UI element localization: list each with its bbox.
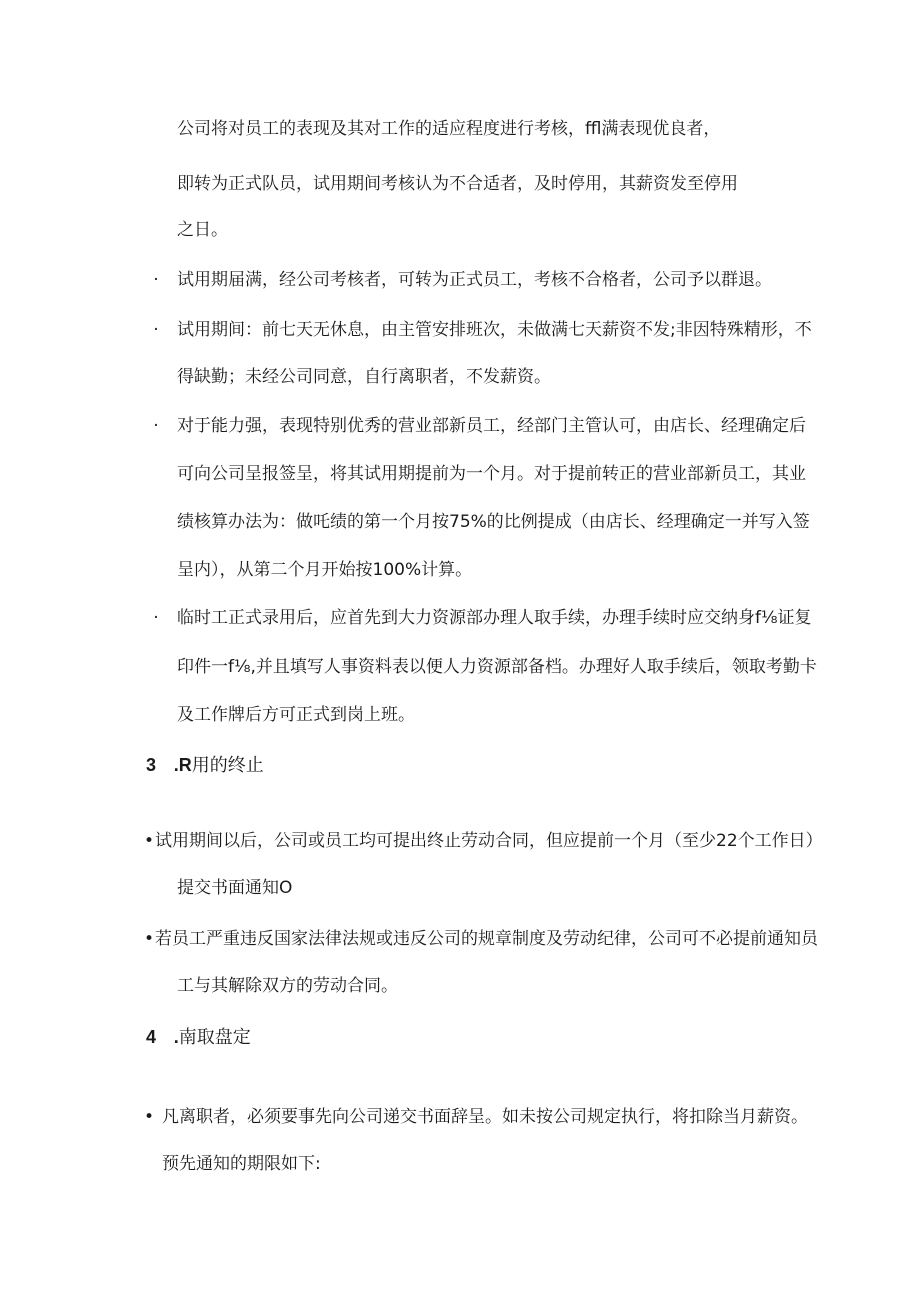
probation-item-2-line-1: 试用期间：前七天无休息，由主管安排班次，未做满七天薪资不发;非因特殊精形，不 [177,320,812,340]
bullet-marker: • [143,1107,155,1127]
bullet-marker: · [153,270,159,290]
probation-item-4-line-1: 临时工正式录用后，应首先到大力资源部办理人取手续，办理手续时应交纳身f⅛证复 [177,608,812,628]
probation-item-2-line-2: 得缺勤；未经公司同意，自行离职者，不发薪资。 [177,367,551,387]
probation-item-3-line-4: 呈内），从第二个月开始按100%计算。 [177,560,473,580]
section-3-number: 3 [146,755,157,775]
bullet-marker: · [153,416,159,436]
section-4-prefix: . [173,1027,179,1047]
bullet-marker: • [143,929,155,949]
probation-item-4-line-2: 印件一f⅛,并且填写人事资料表以便人力资源部备档。办理好人取手续后，领取考勤卡 [177,657,817,677]
termination-item-1-line-2: 提交书面通知O [177,878,293,898]
probation-item-3-line-3: 绩核算办法为：做吒绩的第一个月按75%的比例提成（由店长、经理确定一并写入签 [177,512,810,532]
probation-item-3-line-2: 可向公司呈报签呈，将其试用期提前为一个月。对于提前转正的营业部新员工，其业 [177,464,806,484]
termination-item-1-line-1: 试用期间以后，公司或员工均可提出终止劳动合同，但应提前一个月（至少22个工作日） [155,831,823,851]
bullet-marker: • [143,831,155,851]
probation-item-4-line-3: 及工作牌后方可正式到岗上班。 [177,705,415,725]
bullet-marker: · [153,608,159,628]
termination-item-2-line-2: 工与其解除双方的劳动合同。 [177,976,398,996]
probation-item-3-line-1: 对于能力强，表现特别优秀的营业部新员工，经部门主管认可，由店长、经理确定后 [177,416,806,436]
section-4-title: 南取盘定 [178,1027,251,1048]
intro-line-1: 公司将对员工的表现及其对工作的适应程度进行考核，ffl满表现优良者， [177,119,721,139]
section-3-heading [146,752,264,779]
bullet-marker: · [153,320,159,340]
section-3-title: 用的终止 [191,755,264,776]
intro-line-2: 即转为正式队员，试用期间考核认为不合适者，及时停用，其薪资发至停用 [177,174,738,194]
intro-line-3: 之日。 [177,220,228,240]
section-4-number: 4 [146,1027,157,1047]
section-4-heading [146,1024,251,1051]
section-3-prefix: .R [173,755,192,775]
resignation-item-1-line-2: 预先通知的期限如下: [162,1154,321,1174]
resignation-item-1-line-1: 凡离职者，必须要事先向公司递交书面辞呈。如未按公司规定执行，将扣除当月薪资。 [162,1107,808,1127]
probation-item-1-line-1: 试用期届满，经公司考核者，可转为正式员工，考核不合格者，公司予以群退。 [177,270,772,290]
termination-item-2-line-1: 若员工严重违反国家法律法规或违反公司的规章制度及劳动纪律，公司可不必提前通知员 [155,929,818,949]
